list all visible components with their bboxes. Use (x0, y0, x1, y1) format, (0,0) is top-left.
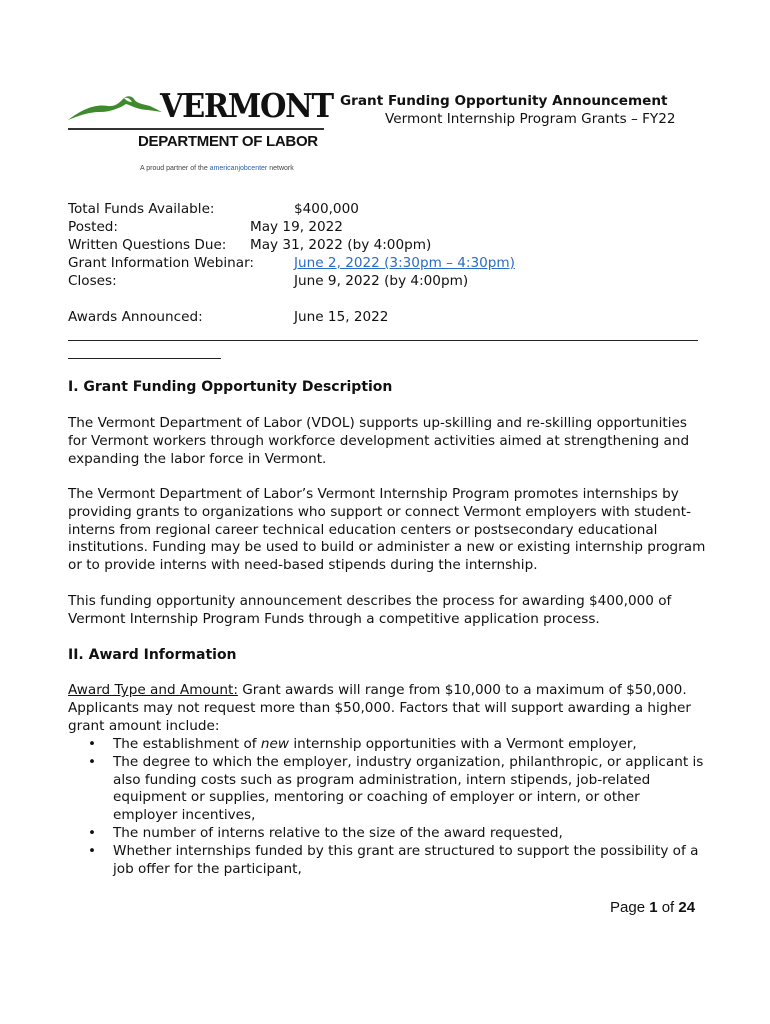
posted-value: May 19, 2022 (250, 219, 343, 235)
page-number: Page 1 of 24 (610, 899, 696, 916)
webinar-link[interactable]: June 2, 2022 (3:30pm – 4:30pm) (294, 255, 515, 271)
section-1-heading: I. Grant Funding Opportunity Description (68, 379, 393, 395)
questions-due-label: Written Questions Due: (68, 237, 227, 253)
mountain-icon (66, 90, 166, 130)
separator-line-continued (68, 358, 221, 359)
list-item: • The degree to which the employer, industry organization, philanthropic, or applicant is also funding costs such as program administration, intern stipends, job-related equipment or supplies, mentoring or coaching of employer or intern, or other employer incentives, (88, 753, 704, 824)
logo-state-name: VERMONT (160, 86, 333, 125)
section-1-paragraph-3: This funding opportunity announcement describes the process for awarding $400,000 of Vermont Internship Program Funds through a competitive application process. (68, 593, 672, 627)
document-title: Grant Funding Opportunity Announcement (340, 93, 668, 109)
section-1-paragraph-2: The Vermont Department of Labor’s Vermont Internship Program promotes internships by providing grants to organizations who support or connect Vermont employers with student-interns from regional career technical education centers or postsecondary educational institutions. Funding may be used to build or administer a new or existing internship program or to provide interns with need-based stipends during the internship. (68, 486, 706, 574)
questions-due-value: May 31, 2022 (by 4:00pm) (250, 237, 432, 253)
award-type-label: Award Type and Amount: (68, 682, 238, 698)
closes-label: Closes: (68, 273, 117, 289)
section-2-heading: II. Award Information (68, 647, 237, 663)
vermont-dol-logo (66, 86, 333, 180)
closes-value: June 9, 2022 (by 4:00pm) (294, 273, 469, 289)
list-item: • Whether internships funded by this grant are structured to support the possibility of a job offer for the participant, (88, 842, 699, 877)
list-item: • The establishment of new internship opportunities with a Vermont employer, (88, 736, 637, 752)
total-funds-label: Total Funds Available: (68, 201, 215, 217)
logo-divider (68, 128, 324, 130)
list-item: • The number of interns relative to the size of the award requested, (88, 824, 563, 841)
awards-announced-label: Awards Announced: (68, 309, 203, 325)
document-subtitle: Vermont Internship Program Grants – FY22 (385, 111, 676, 127)
logo-tagline: A proud partner of the americanjobcenter network (140, 165, 294, 172)
section-1-paragraph-1: The Vermont Department of Labor (VDOL) supports up-skilling and re-skilling opportunities for Vermont workers through workforce development activities aimed at strengthening and expanding the labor force in Vermont. (68, 415, 690, 467)
posted-label: Posted: (68, 219, 119, 235)
separator-line (68, 340, 698, 341)
award-type-paragraph (68, 682, 708, 735)
webinar-label: Grant Information Webinar: (68, 255, 255, 271)
logo-department: DEPARTMENT OF LABOR (138, 133, 318, 150)
total-funds-value: $400,000 (294, 201, 359, 217)
award-type-text: Grant awards will range from $10,000 to a maximum of $50,000. Applicants may not request more than $50,000. Factors that will support awarding a higher grant amount include: (68, 682, 691, 734)
award-factors-list (68, 736, 708, 878)
awards-announced-value: June 15, 2022 (294, 309, 389, 325)
